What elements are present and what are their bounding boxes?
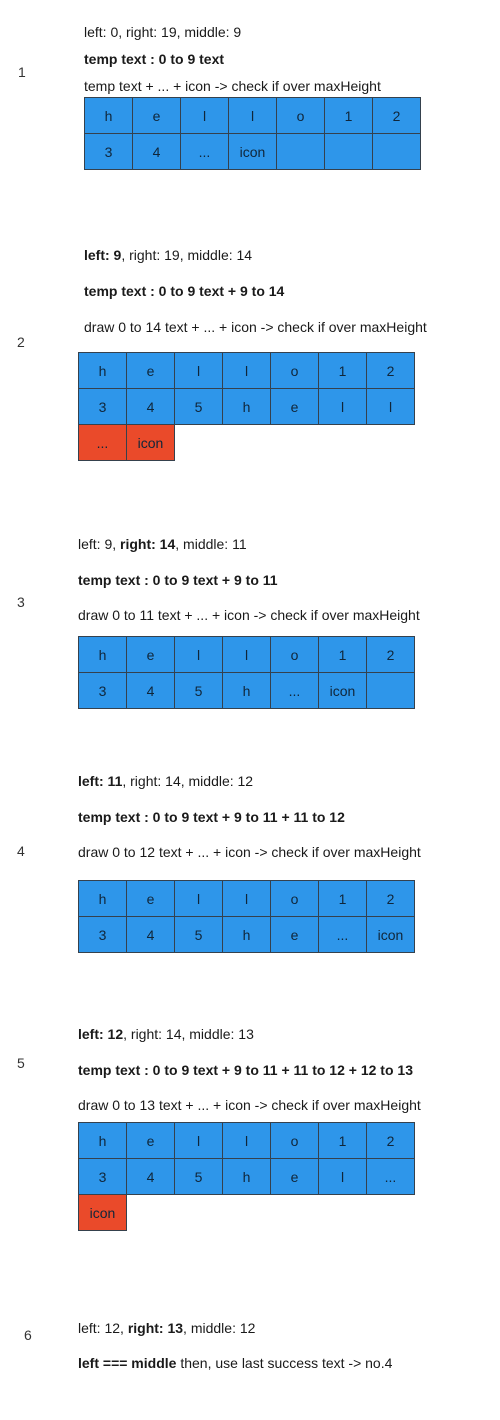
grid-cell <box>324 133 373 170</box>
character-grid <box>78 352 414 460</box>
step-description: draw 0 to 12 text + ... + icon -> check if over maxHeight <box>78 844 421 860</box>
line2-text: temp text : 0 to 9 text + 9 to 11 + 11 to 12 + 12 to 13 <box>78 1062 413 1078</box>
grid-cell: e <box>132 97 181 134</box>
grid-cell: 1 <box>318 352 367 389</box>
grid-cell: 1 <box>318 1122 367 1159</box>
character-grid <box>78 880 414 952</box>
grid-cell: l <box>222 636 271 673</box>
grid-cell: e <box>126 352 175 389</box>
line1-line <box>84 24 241 40</box>
step-description: temp text + ... + icon -> check if over maxHeight <box>84 78 381 94</box>
overflow-row <box>78 1194 414 1230</box>
line2-text: temp text : 0 to 9 text + 9 to 11 <box>78 572 278 588</box>
line2-line <box>78 1062 413 1078</box>
line1-text: left: 12, <box>78 1320 128 1336</box>
grid-cell: ... <box>318 916 367 953</box>
character-grid <box>84 97 420 169</box>
grid-cell: l <box>228 97 277 134</box>
grid-row <box>78 352 414 388</box>
grid-cell: l <box>318 388 367 425</box>
step-number: 3 <box>17 594 25 610</box>
grid-cell: e <box>270 916 319 953</box>
step-number: 1 <box>18 64 26 80</box>
grid-cell: 1 <box>318 636 367 673</box>
overflow-cell: ... <box>78 424 127 461</box>
grid-cell: 2 <box>366 636 415 673</box>
grid-cell: 3 <box>78 388 127 425</box>
line1-text: left: 11 <box>78 773 123 789</box>
grid-cell: h <box>222 1158 271 1195</box>
step-number: 5 <box>17 1055 25 1071</box>
line1-text: , right: 19, middle: 14 <box>121 247 253 263</box>
line2-line <box>84 283 284 299</box>
grid-cell: ... <box>180 133 229 170</box>
grid-cell: l <box>222 880 271 917</box>
grid-cell: 4 <box>126 388 175 425</box>
grid-cell: 5 <box>174 916 223 953</box>
grid-cell: o <box>270 352 319 389</box>
grid-row <box>78 1158 414 1194</box>
grid-cell: 3 <box>78 1158 127 1195</box>
grid-cell <box>276 133 325 170</box>
grid-cell: 5 <box>174 672 223 709</box>
grid-row <box>84 97 420 133</box>
grid-cell: icon <box>366 916 415 953</box>
grid-cell <box>372 133 421 170</box>
grid-cell: l <box>222 1122 271 1159</box>
grid-cell: l <box>174 636 223 673</box>
grid-cell: 3 <box>78 672 127 709</box>
grid-cell: ... <box>366 1158 415 1195</box>
character-grid <box>78 1122 414 1230</box>
grid-cell: e <box>270 1158 319 1195</box>
line2-text: temp text : 0 to 9 text <box>84 51 225 67</box>
line1-text: left: 0, right: 19, middle: 9 <box>84 24 242 40</box>
grid-cell: l <box>222 352 271 389</box>
step-description: draw 0 to 14 text + ... + icon -> check if over maxHeight <box>84 319 427 335</box>
step-number: 2 <box>17 334 25 350</box>
grid-cell: o <box>270 880 319 917</box>
grid-cell: l <box>174 1122 223 1159</box>
step-description: draw 0 to 13 text + ... + icon -> check if over maxHeight <box>78 1097 421 1113</box>
line2-text: temp text : 0 to 9 text + 9 to 14 <box>84 283 285 299</box>
grid-cell: l <box>366 388 415 425</box>
grid-cell: e <box>270 388 319 425</box>
grid-cell: 2 <box>366 1122 415 1159</box>
grid-row <box>78 916 414 952</box>
grid-cell: e <box>126 1122 175 1159</box>
overflow-cell: icon <box>126 424 175 461</box>
grid-cell: o <box>270 1122 319 1159</box>
grid-cell: 5 <box>174 388 223 425</box>
grid-cell: l <box>180 97 229 134</box>
grid-cell: h <box>222 916 271 953</box>
grid-row <box>78 672 414 708</box>
grid-cell: h <box>222 672 271 709</box>
grid-cell: 3 <box>78 916 127 953</box>
grid-cell: ... <box>270 672 319 709</box>
overflow-row <box>78 424 414 460</box>
grid-row <box>84 133 420 169</box>
line1-line <box>78 536 247 552</box>
line2-line <box>78 1355 392 1371</box>
line1-line <box>78 1320 255 1336</box>
line1-text: , middle: 11 <box>175 536 247 552</box>
grid-row <box>78 1122 414 1158</box>
line2-line <box>78 572 278 588</box>
line2-text: left === middle <box>78 1355 177 1371</box>
grid-row <box>78 636 414 672</box>
line1-text: left: 9, <box>78 536 121 552</box>
line1-line <box>84 247 252 263</box>
line1-text: , middle: 12 <box>183 1320 256 1336</box>
grid-cell: e <box>126 636 175 673</box>
grid-cell: h <box>84 97 133 134</box>
line1-line <box>78 1026 254 1042</box>
grid-cell: h <box>78 880 127 917</box>
line1-text: , right: 14, middle: 13 <box>123 1026 254 1042</box>
grid-cell: 1 <box>318 880 367 917</box>
grid-row <box>78 388 414 424</box>
line1-text: left: 12 <box>78 1026 124 1042</box>
grid-cell: 5 <box>174 1158 223 1195</box>
grid-cell: h <box>78 1122 127 1159</box>
character-grid <box>78 636 414 708</box>
line2-text: temp text : 0 to 9 text + 9 to 11 + 11 to 12 <box>78 809 345 825</box>
step-number: 6 <box>24 1327 32 1343</box>
grid-cell: l <box>174 880 223 917</box>
grid-cell: 4 <box>126 672 175 709</box>
grid-cell: h <box>78 352 127 389</box>
line1-line <box>78 773 253 789</box>
grid-cell: 2 <box>372 97 421 134</box>
grid-cell: o <box>270 636 319 673</box>
line1-text: right: 13 <box>127 1320 184 1336</box>
line1-text: right: 14 <box>120 536 176 552</box>
grid-cell <box>366 672 415 709</box>
step-description: draw 0 to 11 text + ... + icon -> check if over maxHeight <box>78 607 420 623</box>
grid-cell: l <box>318 1158 367 1195</box>
line1-text: , right: 14, middle: 12 <box>122 773 254 789</box>
grid-cell: 2 <box>366 880 415 917</box>
grid-cell: 4 <box>126 916 175 953</box>
grid-cell: l <box>174 352 223 389</box>
grid-cell: 2 <box>366 352 415 389</box>
grid-cell: e <box>126 880 175 917</box>
line2-text: then, use last success text -> no.4 <box>176 1355 393 1371</box>
grid-row <box>78 880 414 916</box>
grid-cell: h <box>78 636 127 673</box>
grid-cell: o <box>276 97 325 134</box>
line1-text: left: 9 <box>84 247 122 263</box>
grid-cell: icon <box>318 672 367 709</box>
line2-line <box>78 809 345 825</box>
grid-cell: 4 <box>126 1158 175 1195</box>
grid-cell: 1 <box>324 97 373 134</box>
line2-line <box>84 51 224 67</box>
step-number: 4 <box>17 843 25 859</box>
grid-cell: 3 <box>84 133 133 170</box>
grid-cell: 4 <box>132 133 181 170</box>
grid-cell: h <box>222 388 271 425</box>
grid-cell: icon <box>228 133 277 170</box>
overflow-cell: icon <box>78 1194 127 1231</box>
